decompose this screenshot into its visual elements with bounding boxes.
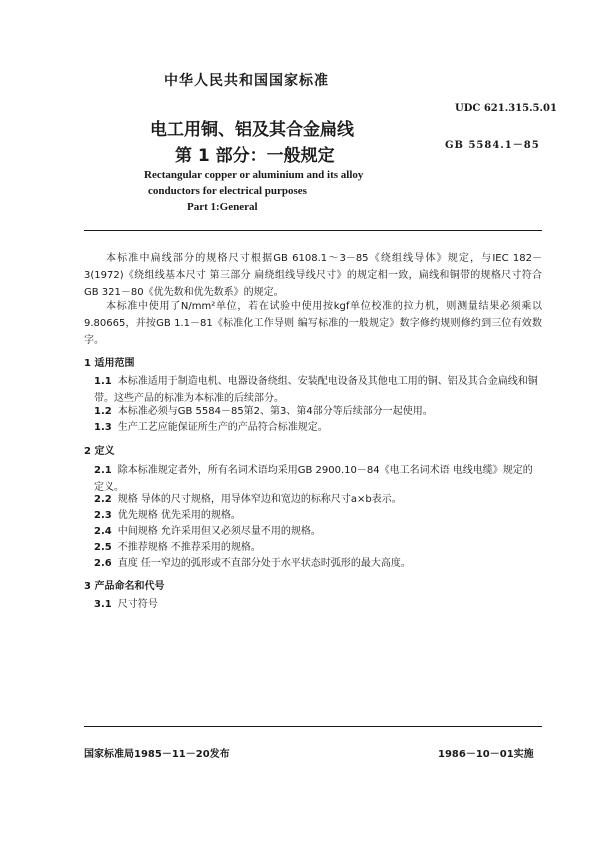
- clause-number: 3.1: [94, 599, 112, 610]
- section-1-title: 1 适用范围: [84, 358, 135, 369]
- clause-number: 1.2: [94, 406, 112, 417]
- clause-2-4: [84, 523, 542, 540]
- clause-number: 2.3: [94, 510, 112, 521]
- clause-text: 不推荐规格 不推荐采用的规格。: [117, 542, 261, 553]
- issue-date: 国家标准局1985－11－20发布: [84, 749, 230, 760]
- country-standard-heading: 中华人民共和国国家标准: [164, 73, 329, 89]
- clause-3-1: [84, 596, 542, 613]
- intro-paragraph-1: 本标准中扁线部分的规格尺寸根据GB 6108.1～3－85《绕组线导体》规定，与IEC 182－3(1972)《绕组线基本尺寸 第三部分 扁绕组线导线尺寸》的规定相一致，扁线和铜带的规格尺寸符合GB 321－80《优先数和优先数系》的规定。: [84, 253, 542, 298]
- clause-text: 本标准必须与GB 5584－85第2、第3、第4部分等后续部分一起使用。: [117, 406, 433, 417]
- clause-2-5: [84, 539, 542, 556]
- clause-number: 2.2: [94, 494, 112, 505]
- clause-number: 1.1: [94, 376, 112, 387]
- clause-1-3: [84, 419, 542, 436]
- clause-2-3: [84, 507, 542, 524]
- top-divider: [84, 230, 542, 231]
- clause-1-2: [84, 403, 542, 420]
- clause-2-6: [84, 555, 542, 572]
- clause-number: 2.4: [94, 526, 112, 537]
- clause-text: 本标准适用于制造电机、电器设备绕组、安装配电设备及其他电工用的铜、铝及其合金扁线和铜带。这些产品的标准为本标准的后续部分。: [94, 376, 538, 404]
- clause-text: 尺寸符号: [117, 599, 158, 610]
- clause-number: 2.1: [94, 465, 112, 476]
- clause-text: 中间规格 允许采用但又必须尽量不用的规格。: [117, 526, 321, 537]
- clause-text: 生产工艺应能保证所生产的产品符合标准规定。: [117, 422, 328, 433]
- clause-text: 优先规格 优先采用的规格。: [117, 510, 241, 521]
- english-title-line-3: Part 1:General: [187, 201, 258, 213]
- clause-number: 1.3: [94, 422, 112, 433]
- clause-2-2: [84, 491, 542, 508]
- english-title-line-2: conductors for electrical purposes: [148, 185, 307, 197]
- title-line-1: 电工用铜、铝及其合金扁线: [150, 120, 354, 140]
- gb-code: GB 5584.1－85: [445, 140, 540, 151]
- english-title-line-1: Rectangular copper or aluminium and its alloy: [144, 169, 364, 181]
- intro-paragraph-2: 本标准中使用了N/mm²单位，若在试验中使用按kgf单位校准的拉力机，则测量结果必须乘以9.80665，并按GB 1.1－81《标准化工作导则 编写标准的一般规定》数字修约规则修约到三位有效数字。: [84, 301, 542, 346]
- clause-text: 直度 任一窄边的弧形或不直部分处于水平状态时弧形的最大高度。: [117, 558, 411, 569]
- effective-date: 1986－10－01实施: [438, 749, 534, 760]
- section-2-title: 2 定义: [84, 446, 115, 457]
- clause-number: 2.6: [94, 558, 112, 569]
- clause-number: 2.5: [94, 542, 112, 553]
- section-3-title: 3 产品命名和代号: [84, 581, 165, 592]
- bottom-divider: [84, 726, 542, 727]
- clause-1-1: [84, 373, 542, 407]
- udc-code: UDC 621.315.5.01: [455, 103, 557, 114]
- clause-text: 规格 导体的尺寸规格，用导体窄边和宽边的标称尺寸a×b表示。: [117, 494, 402, 505]
- title-line-2: 第 1 部分：一般规定: [175, 146, 335, 166]
- clause-text: 除本标准规定者外，所有名词术语均采用GB 2900.10－84《电工名词术语 电线电缆》规定的定义。: [94, 465, 533, 493]
